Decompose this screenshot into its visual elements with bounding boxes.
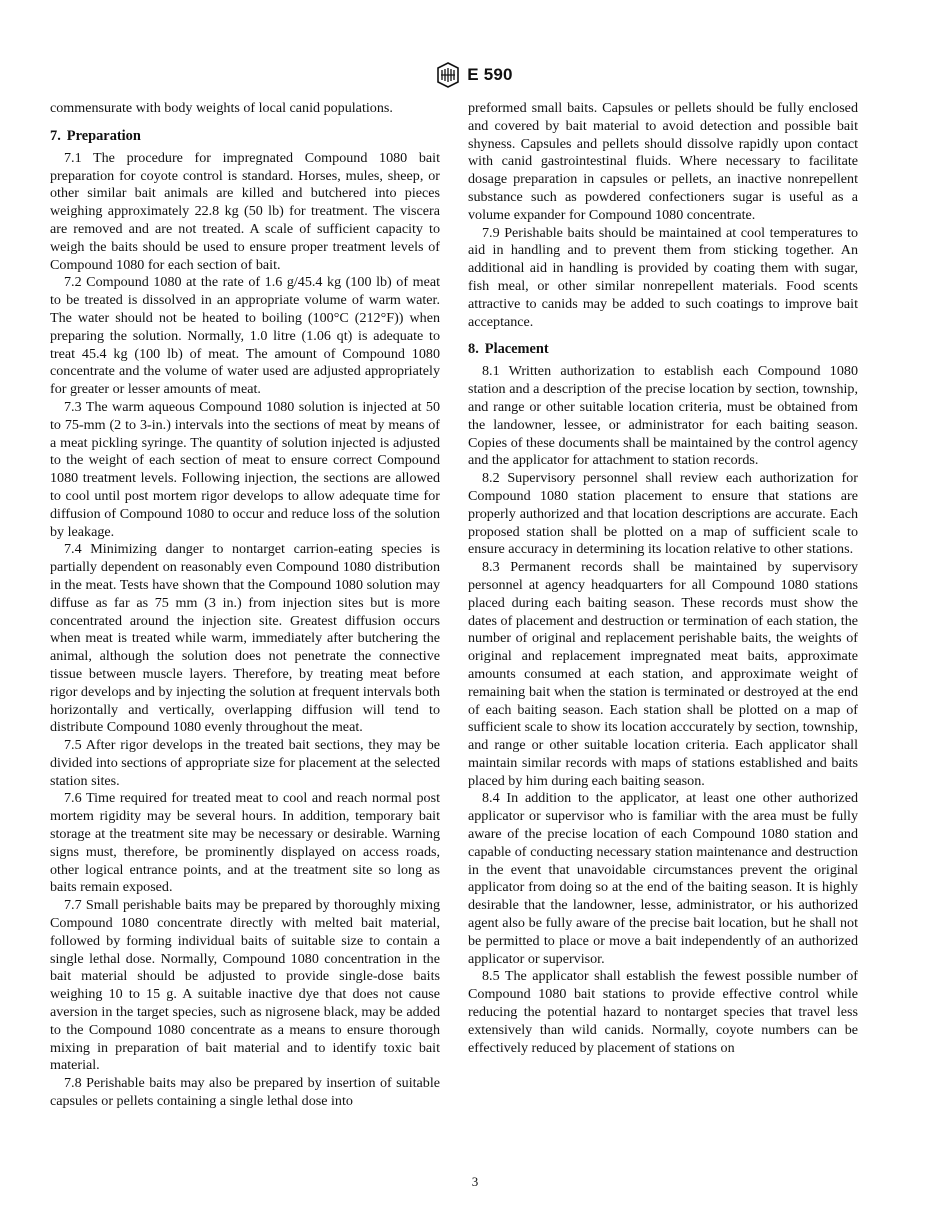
paragraph-7-3: 7.3 The warm aqueous Compound 1080 solution is injected at 50 to 75-mm (2 to 3-in.) intervals into the sections of meat by means of a meat pickling syringe. The quantity of solution injected is adjusted to the weight of each section of meat to ensure correct Compound 1080 treatment levels. Following injection, the sections are allowed to cool until post mortem rigor develops to allow adequate time for diffusion of Compound 1080 to occur and reduce loss of the solution by leakage. — [50, 398, 440, 540]
paragraph-continuation: commensurate with body weights of local canid populations. — [50, 100, 393, 116]
paragraph-7-8-continued: preformed small baits. Capsules or pellets should be fully enclosed and covered by bait material to avoid detection and possible bait shyness. Capsules and pellets should dissolve rapidly upon contact with canid gastrointestinal fluids. Where necessary to facilitate dosage preparation in capsules or pellets, an inactive nonrepellent substance such as powdered confectioners sugar is useful as a volume expander for Compound 1080 concentrate. — [468, 100, 858, 223]
paragraph-7-7: 7.7 Small perishable baits may be prepared by thoroughly mixing Compound 1080 concentrate directly with melted bait material, followed by forming individual baits of suitable size to contain a single lethal dose. Normally, Compound 1080 concentration in the bait material should be adjusted to provide single-dose baits weighing 10 to 15 g. A suitable inactive dye that does not cause aversion in the target species, such as nigrosene black, may be added to the Compound 1080 concentrate as a means to ensure thorough mixing in preparation of bait material and to identify toxic bait material. — [50, 897, 440, 1074]
right-column — [468, 100, 858, 1057]
section-number: 8. — [468, 341, 479, 358]
page-number: 3 — [471, 1174, 479, 1189]
paragraph-8-2: 8.2 Supervisory personnel shall review each authorization for Compound 1080 station placement to ensure that stations are properly authorized and that location descriptions are accurate. Each proposed station shall be plotted on a map of sufficient scale to ensure accuracy in determining its location relative to other stations. — [468, 470, 858, 558]
page-header — [0, 62, 950, 88]
section-heading-preparation — [50, 127, 440, 145]
paragraph-7-4: 7.4 Minimizing danger to nontarget carrion-eating species is partially dependent on reasonably even Compound 1080 distribution in the meat. Tests have shown that the Compound 1080 solution may diffuse as far as 75 mm (3 in.) from injection sites but is more concentrated around the injection site. Greatest diffusion occurs when meat is treated while warm, immediately after butchering the animal, although the solution does not penetrate the connective tissue between muscle layers. Therefore, by treating meat before rigor develops and by injecting the solution at frequent intervals both horizontally and vertically, overlapping diffusion will tend to distribute Compound 1080 evenly throughout the meat. — [50, 541, 440, 736]
paragraph-8-3: 8.3 Permanent records shall be maintained by supervisory personnel at agency headquarters for all Compound 1080 stations placed during each baiting season. These records must show the dates of placement and destruction or termination of each station, the number of original and replacement perishable baits, the weights of original and replacement impregnated meat baits, approximate amounts consumed at each station, and approximate weight of remaining bait when the station is terminated or destroyed at the end of each baiting season. Each station shall be plotted on a map of sufficient scale to show its location acccurately by section, township, and range or other suitable location criteria. Each applicator shall maintain similar records with maps of stations established and baits placed by him during each baiting season. — [468, 559, 858, 789]
section-heading-placement — [468, 340, 858, 358]
paragraph-7-9: 7.9 Perishable baits should be maintained at cool temperatures to aid in handling and to prevent them from sticking together. An additional aid in handling is provided by coating them with sugar, fish meal, or other similar nonrepellent materials. Food scents attractive to canids may be added to such coatings to improve bait acceptance. — [468, 224, 858, 330]
standard-designation: E 590 — [467, 65, 513, 84]
paragraph-8-1: 8.1 Written authorization to establish each Compound 1080 station and a description of the precise location by section, township, and range or other suitable location criteria, must be obtained from the landowner, lessee, or administrator for each baiting season. Copies of these documents shall be maintained by the control agency and the applicator for attachment to station records. — [468, 363, 858, 469]
paragraph-7-6: 7.6 Time required for treated meat to cool and reach normal post mortem rigidity may be several hours. In addition, temporary bait storage at the treatment site may be necessary or desirable. Warning signs must, therefore, be prominently displayed on access roads, other logical entrance points, and at the treatment site so long as baits remain exposed. — [50, 790, 440, 896]
section-number: 7. — [50, 127, 61, 144]
left-column — [50, 100, 440, 1111]
section-title: Placement — [484, 341, 549, 358]
paragraph-7-2: 7.2 Compound 1080 at the rate of 1.6 g/45.4 kg (100 lb) of meat to be treated is dissolved in an appropriate volume of warm water. The water should not be heated to boiling (100°C (212°F)) when preparing the solution. Normally, 1.0 litre (1.06 qt) is adequate to treat 45.4 kg (100 lb) of meat. The amount of Compound 1080 concentrate and the volume of water used are adjusted appropriately for greater or lesser amounts of meat. — [50, 274, 440, 398]
paragraph-8-5: 8.5 The applicator shall establish the fewest possible number of Compound 1080 bait stations to provide effective control while reducing the potential hazard to nontarget species that travel less extensively than wild canids. Normally, coyote numbers can be effectively reduced by placement of stations on — [468, 968, 858, 1056]
paragraph-7-1: 7.1 The procedure for impregnated Compound 1080 bait preparation for coyote control is standard. Horses, mules, sheep, or other similar bait animals are killed and butchered into pieces weighing approximately 22.8 kg (50 lb) for treatment. The viscera are removed and are not treated. A scale of sufficient capacity to weigh the baits should be used to ensure proper treatment levels of Compound 1080 for each section of bait. — [50, 149, 440, 273]
paragraph-7-8: 7.8 Perishable baits may also be prepared by insertion of suitable capsules or pellets containing a single lethal dose into — [50, 1075, 440, 1110]
paragraph-7-5: 7.5 After rigor develops in the treated bait sections, they may be divided into sections of appropriate size for placement at the selected station sites. — [50, 737, 440, 789]
astm-logo-icon — [437, 62, 459, 88]
section-title: Preparation — [66, 127, 141, 144]
paragraph-8-4: 8.4 In addition to the applicator, at least one other authorized applicator or supervisor who is familiar with the area must be fully aware of the precise location of each Compound 1080 station and capable of conducting necessary station maintenance and destruction in the event that unavoidable circumstances prevent the original applicator from doing so at the end of the baiting season. It is highly desirable that the landowner, lesse, administrator, or his authorized agent also be fully aware of the precise bait location, but he shall not be permitted to place or move a bait independently of an authorized applicator or supervisor. — [468, 790, 858, 967]
